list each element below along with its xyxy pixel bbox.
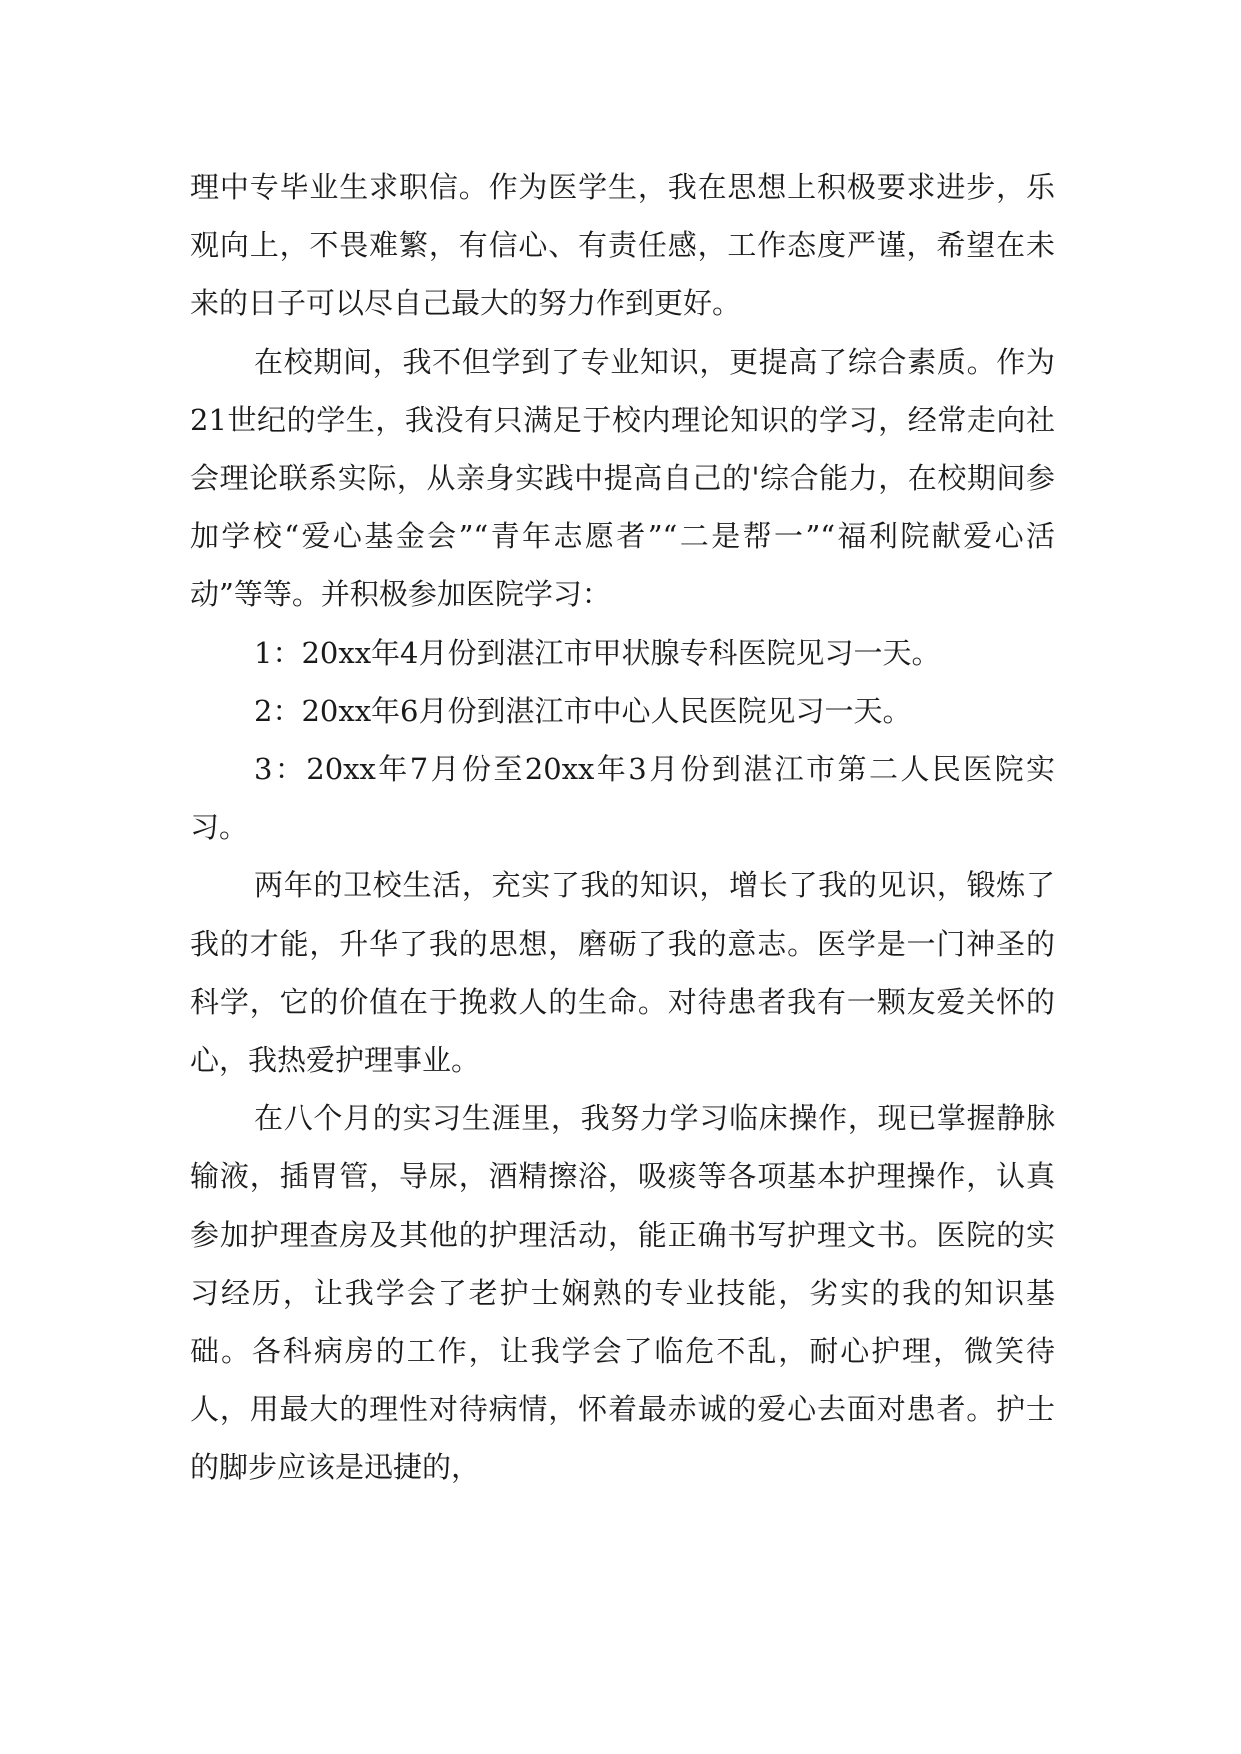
paragraph-5: 3：20xx年7月份至20xx年3月份到湛江市第二人民医院实习。 bbox=[190, 752, 1055, 845]
paragraph-3: 1：20xx年4月份到湛江市甲状腺专科医院见习一天。 bbox=[254, 635, 941, 670]
paragraph-7: 在八个月的实习生涯里，我努力学习临床操作，现已掌握静脉输液，插胃管，导尿，酒精擦浴，吸痰等各项基本护理操作，认真参加护理查房及其他的护理活动，能正确书写护理文书。医院的实习经历，让我学会了老护士娴熟的专业技能，劣实的我的知识基础。各科病房的工作，让我学会了临危不乱，耐心护理，微笑待人，用最大的理性对待病情，怀着最赤诚的爱心去面对患者。护士的脚步应该是迅捷的， bbox=[190, 1101, 1055, 1485]
paragraph-6: 两年的卫校生活，充实了我的知识，增长了我的见识，锻炼了我的才能，升华了我的思想，磨砺了我的意志。医学是一门神圣的科学，它的价值在于挽救人的生命。对待患者我有一颗友爱关怀的心，我热爱护理事业。 bbox=[190, 868, 1055, 1078]
paragraph-2: 在校期间，我不但学到了专业知识，更提高了综合素质。作为21世纪的学生，我没有只满足于校内理论知识的学习，经常走向社会理论联系实际，从亲身实践中提高自己的'综合能力，在校期间参加学校“爱心基金会”“青年志愿者”“二是帮一”“福利院献爱心活动”等等。并积极参加医院学习： bbox=[190, 344, 1055, 612]
paragraph-1: 理中专毕业生求职信。作为医学生，我在思想上积极要求进步，乐观向上，不畏难繁，有信心、有责任感，工作态度严谨，希望在未来的日子可以尽自己最大的努力作到更好。 bbox=[190, 170, 1055, 321]
paragraph-4: 2：20xx年6月份到湛江市中心人民医院见习一天。 bbox=[254, 693, 912, 728]
document-body bbox=[190, 158, 1055, 1497]
